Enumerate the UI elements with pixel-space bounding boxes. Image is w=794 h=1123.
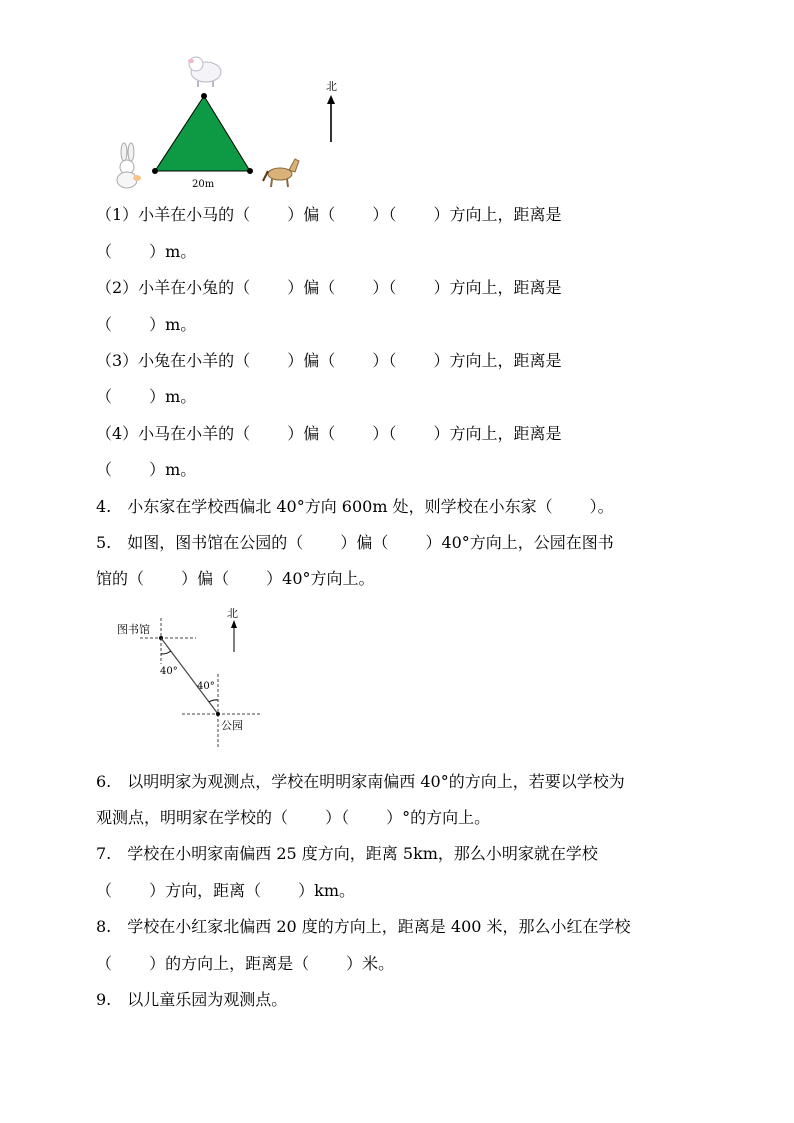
question-6-line-1: 6. 以明明家为观测点，学校在明明家南偏西 40°的方向上，若要以学校为 — [96, 772, 625, 791]
question-6-line-2: 观测点，明明家在学校的（ ）（ ）°的方向上。 — [96, 808, 491, 827]
question-4: 4. 小东家在学校西偏北 40°方向 600m 处，则学校在小东家（ ）。 — [96, 497, 614, 516]
horse-icon — [263, 159, 299, 187]
q3-line-2: （ ）m。 — [96, 242, 197, 261]
q3-line-8: （ ）m。 — [96, 460, 197, 479]
question-5-line-1: 5. 如图，图书馆在公园的（ ）偏（ ）40°方向上，公园在图书 — [96, 533, 614, 552]
angle-library-label: 40° — [160, 666, 178, 677]
q3-line-7: （4）小马在小羊的（ ）偏（ ）（ ）方向上，距离是 — [96, 424, 562, 443]
library-label: 图书馆 — [117, 623, 150, 636]
question-8-line-2: （ ）的方向上，距离是（ ）米。 — [96, 954, 395, 973]
question-5-line-2: 馆的（ ）偏（ ）40°方向上。 — [96, 569, 375, 588]
triangle-figure — [100, 50, 460, 200]
angle-park-label: 40° — [197, 681, 215, 692]
q3-line-4: （ ）m。 — [96, 315, 197, 334]
lamb-icon — [188, 57, 221, 87]
park-label: 公园 — [221, 719, 243, 732]
question-9: 9. 以儿童乐园为观测点。 — [96, 990, 288, 1009]
rabbit-icon — [117, 143, 141, 188]
q3-line-5: （3）小兔在小羊的（ ）偏（ ）（ ）方向上，距离是 — [96, 351, 562, 370]
q3-line-6: （ ）m。 — [96, 387, 197, 406]
q3-line-3: （2）小羊在小兔的（ ）偏（ ）（ ）方向上，距离是 — [96, 278, 562, 297]
question-7-line-2: （ ）方向，距离（ ）km。 — [96, 881, 356, 900]
question-7-line-1: 7. 学校在小明家南偏西 25 度方向，距离 5km，那么小明家就在学校 — [96, 844, 598, 863]
north-label-2: 北 — [227, 607, 238, 620]
base-length-label: 20m — [192, 179, 215, 190]
question-8-line-1: 8. 学校在小红家北偏西 20 度的方向上，距离是 400 米，那么小红在学校 — [96, 917, 631, 936]
q3-line-1: （1）小羊在小马的（ ）偏（ ）（ ）方向上，距离是 — [96, 205, 562, 224]
north-label: 北 — [326, 80, 337, 93]
green-triangle — [155, 96, 250, 171]
library-park-figure — [110, 602, 280, 752]
